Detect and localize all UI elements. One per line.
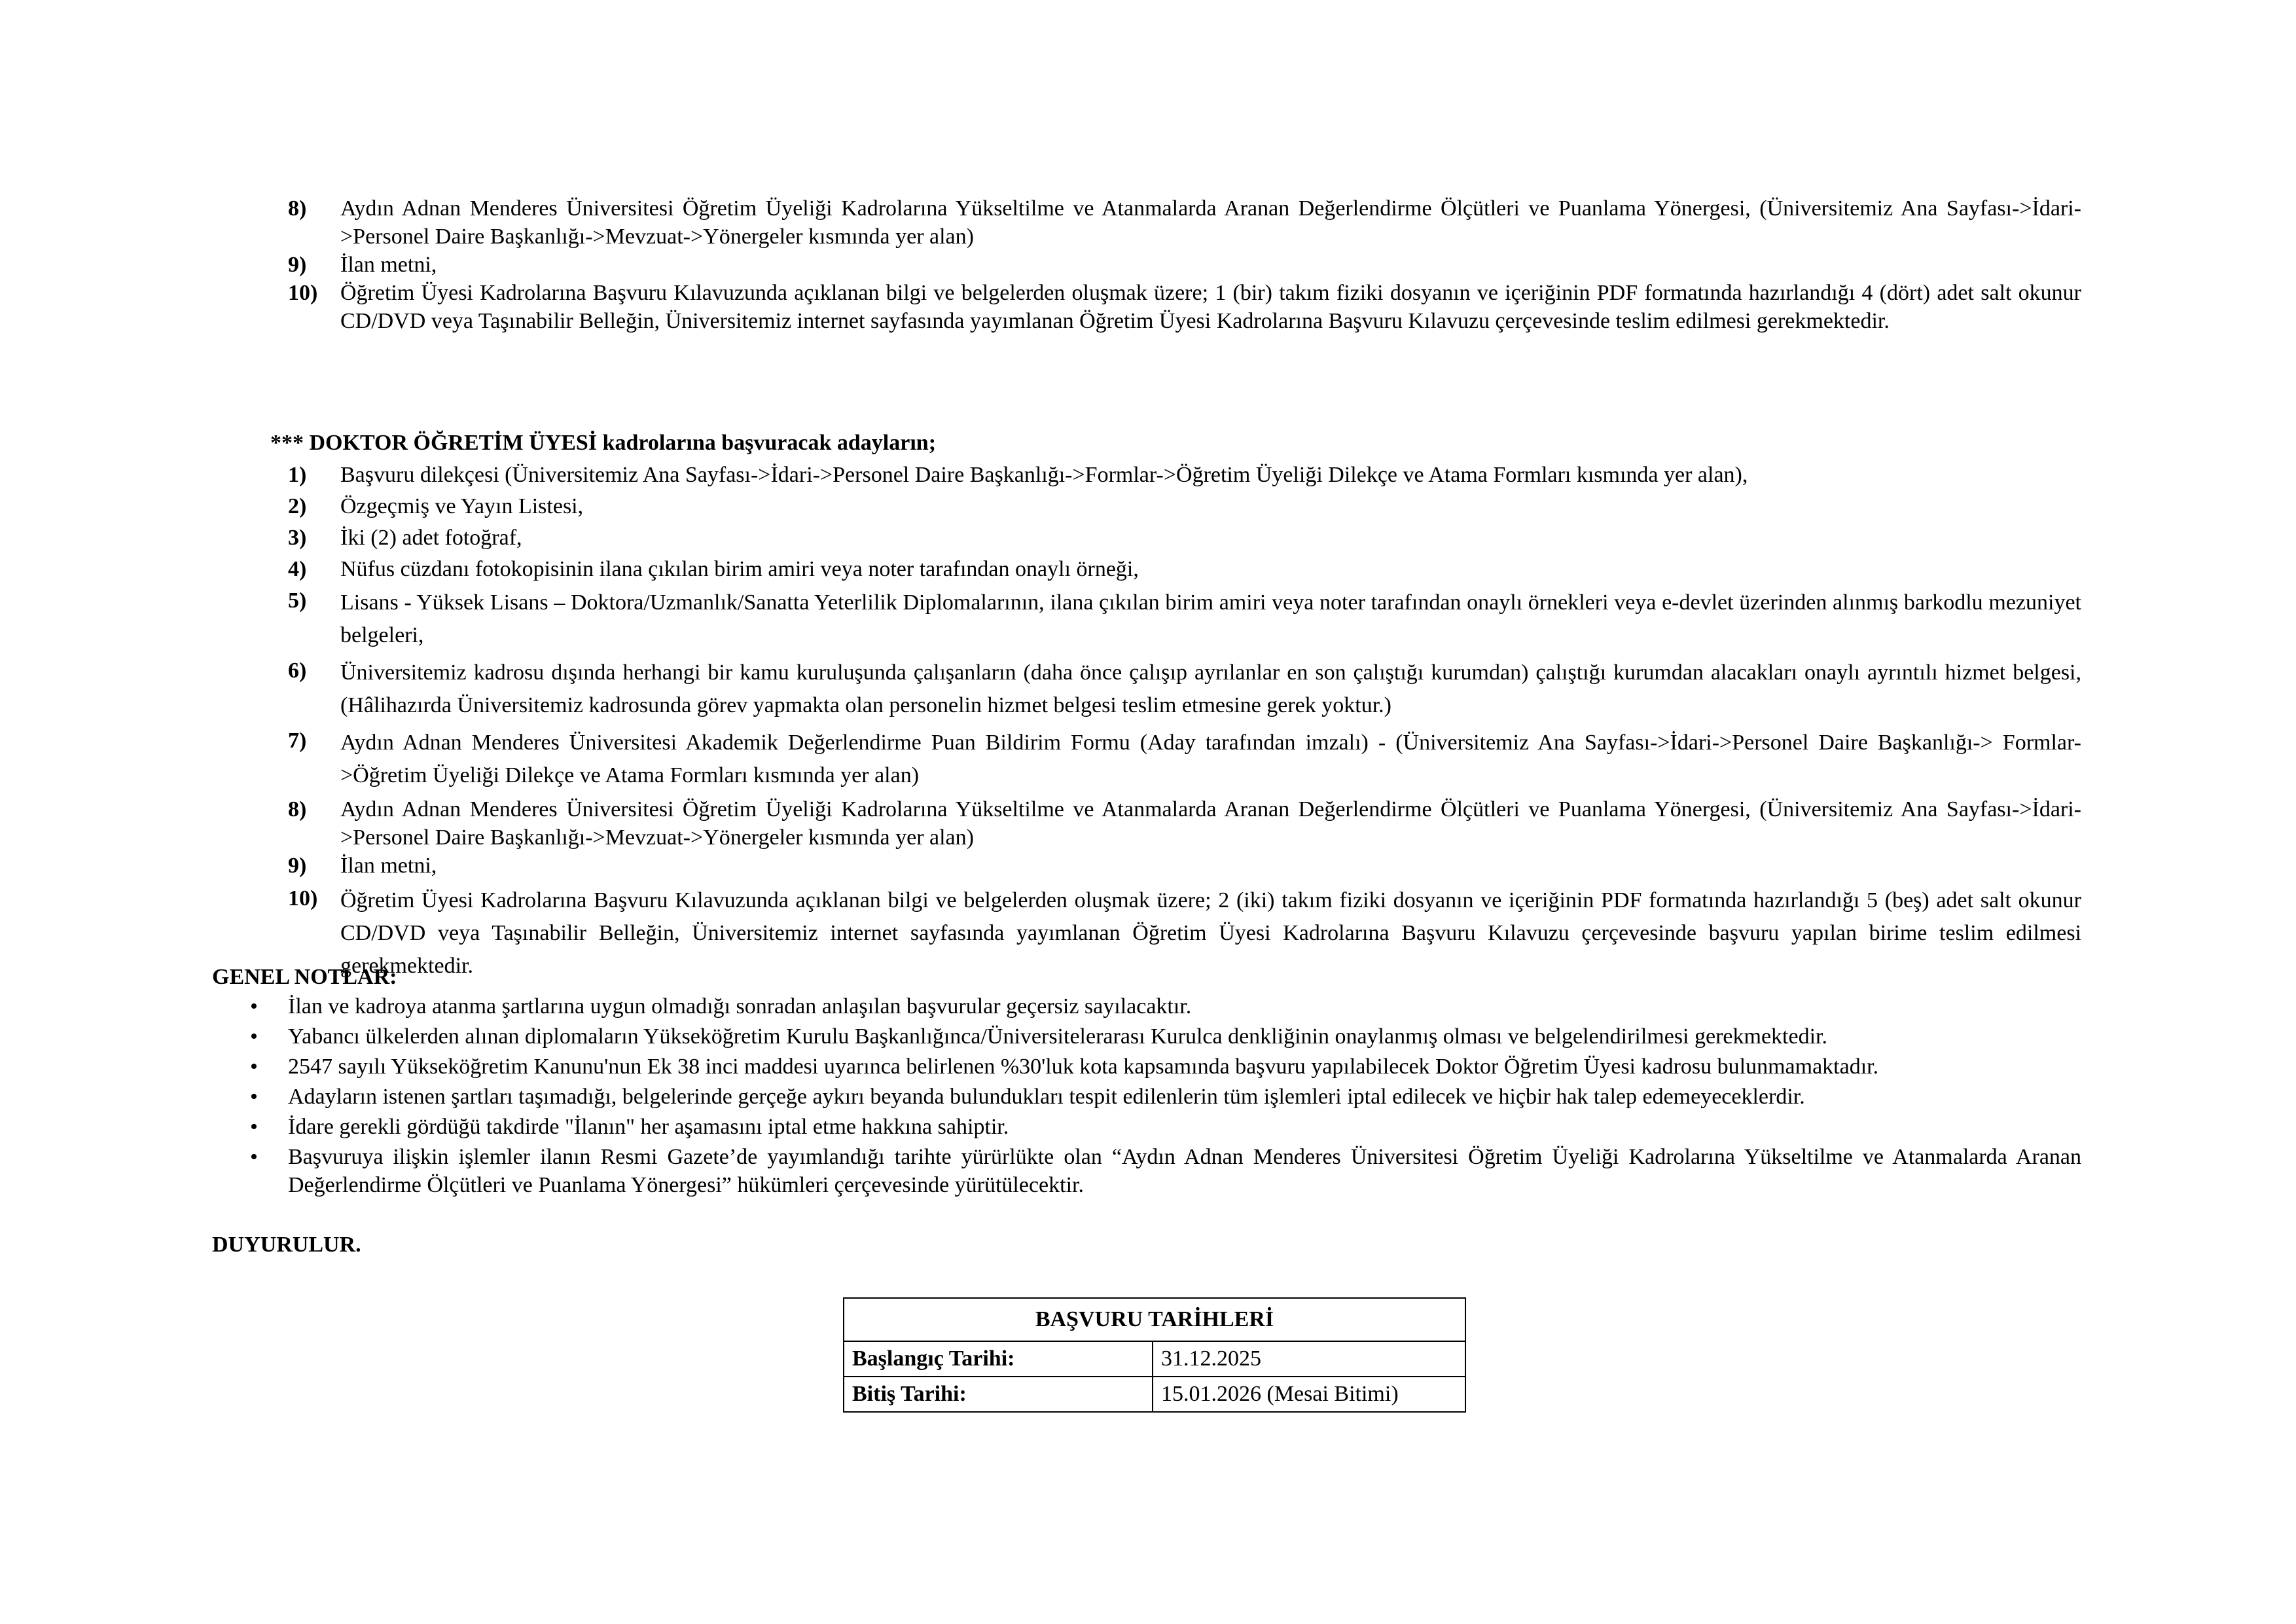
item-number: 9) [288,253,307,277]
list-item [288,852,2081,880]
end-date-label: Bitiş Tarihi: [844,1377,1153,1412]
item-number: 4) [288,557,307,581]
list-item [288,461,2081,489]
doktor-heading: *** DOKTOR ÖĞRETİM ÜYESİ kadrolarına başvuracak adayların; [270,431,937,455]
item-text: Nüfus cüzdanı fotokopisinin ilana çıkılan birim amiri veya noter tarafından onaylı örneği, [340,557,1139,581]
item-text: İki (2) adet fotoğraf, [340,526,522,550]
item-text: İlan metni, [340,854,437,878]
list-item [288,586,2081,652]
list-item [288,279,2081,335]
bullet-icon: • [250,1115,258,1139]
genel-notlar-list [246,992,2081,1199]
list-item [246,992,2081,1020]
list-item [246,1113,2081,1141]
bullet-icon: • [250,994,258,1019]
list-item [288,884,2081,983]
item-text: Öğretim Üyesi Kadrolarına Başvuru Kılavuzunda açıklanan bilgi ve belgelerden oluşmak üzere; 2 (iki) takım fiziki dosyanın ve içeriğinin PDF formatında hazırlandığı 5 (beş) adet salt okunur CD/DVD veya Taşınabilir Belleğin, Üniversitemiz internet sayfasında yayımlanan Öğretim Üyesi Kadrolarına Başvuru Kılavuzu çerçevesinde başvuru yapılan birime teslim edilmesi gerekmektedir. [340,888,2081,978]
item-text: Üniversitemiz kadrosu dışında herhangi bir kamu kuruluşunda çalışanların (daha önce çalışıp ayrılanlar en son çalıştığı kurumdan) çalıştığı kurumdan alacakları onaylı ayrıntılı hizmet belgesi, (Hâlihazırda Üniversitemiz kadrosunda görev yapmakta olan personelin hizmet belgesi teslim etmesine gerek yoktur.) [340,660,2081,717]
item-text: İlan metni, [340,253,437,277]
list-item [288,492,2081,520]
bullet-icon: • [250,1145,258,1169]
list-item [288,251,2081,279]
note-text: Adayların istenen şartları taşımadığı, belgelerinde gerçeğe aykırı beyanda bulundukları tespit edilenlerin tüm işlemleri iptal edilecek ve hiçbir hak talep edemeyeceklerdir. [288,1085,1805,1109]
item-number: 9) [288,854,307,878]
item-number: 5) [288,588,307,613]
table-row [844,1341,1465,1377]
list-item [288,657,2081,722]
item-text: Lisans - Yüksek Lisans – Doktora/Uzmanlık/Sanatta Yeterlilik Diplomalarının, ilana çıkılan birim amiri veya noter tarafından onaylı örnekleri veya e-devlet üzerinden alınmış barkodlu mezuniyet belgeleri, [340,590,2081,647]
list-item [246,1143,2081,1199]
doktor-requirements-list [288,461,2081,983]
end-date-value: 15.01.2026 (Mesai Bitimi) [1153,1377,1465,1412]
list-item [246,1053,2081,1081]
item-text: Aydın Adnan Menderes Üniversitesi Akademik Değerlendirme Puan Bildirim Formu (Aday tarafından imzalı) - (Üniversitemiz Ana Sayfası->İdari->Personel Daire Başkanlığı-> Formlar->Öğretim Üyeliği Dilekçe ve Atama Formları kısmında yer alan) [340,731,2081,787]
item-text: Aydın Adnan Menderes Üniversitesi Öğretim Üyeliği Kadrolarına Yükseltilme ve Atanmalarda Aranan Değerlendirme Ölçütleri ve Puanlama Yönergesi, (Üniversitemiz Ana Sayfası->İdari->Personel Daire Başkanlığı->Mevzuat->Yönergeler kısmında yer alan) [340,196,2081,249]
bullet-icon: • [250,1055,258,1079]
item-text: Başvuru dilekçesi (Üniversitemiz Ana Sayfası->İdari->Personel Daire Başkanlığı->Formlar->Öğretim Üyeliği Dilekçe ve Atama Formları kısmında yer alan), [340,463,1748,487]
table-row [844,1377,1465,1412]
note-text: İdare gerekli gördüğü takdirde "İlanın" her aşamasını iptal etme hakkına sahiptir. [288,1115,1009,1139]
item-number: 10) [288,886,318,911]
item-text: Aydın Adnan Menderes Üniversitesi Öğretim Üyeliği Kadrolarına Yükseltilme ve Atanmalarda Aranan Değerlendirme Ölçütleri ve Puanlama Yönergesi, (Üniversitemiz Ana Sayfası->İdari->Personel Daire Başkanlığı->Mevzuat->Yönergeler kısmında yer alan) [340,797,2081,850]
list-item [288,555,2081,583]
item-number: 1) [288,463,307,487]
item-text: Öğretim Üyesi Kadrolarına Başvuru Kılavuzunda açıklanan bilgi ve belgelerden oluşmak üzere; 1 (bir) takım fiziki dosyanın ve içeriğinin PDF formatında hazırlandığı 4 (dört) adet salt okunur CD/DVD veya Taşınabilir Belleğin, Üniversitemiz internet sayfasında yayımlanan Öğretim Üyesi Kadrolarına Başvuru Kılavuzu çerçevesinde teslim edilmesi gerekmektedir. [340,281,2081,333]
list-item [288,524,2081,552]
list-item [246,1022,2081,1051]
table-title: BAŞVURU TARİHLERİ [844,1298,1465,1341]
genel-notlar-heading: GENEL NOTLAR: [212,965,397,989]
list-item [288,795,2081,852]
item-number: 8) [288,797,307,821]
item-text: Özgeçmiş ve Yayın Listesi, [340,494,584,518]
table-header-row [844,1298,1465,1341]
note-text: Yabancı ülkelerden alınan diplomaların Yükseköğretim Kurulu Başkanlığınca/Üniversitelerarası Kurulca denkliğinin onaylanmış olması ve belgelendirilmesi gerekmektedir. [288,1024,1827,1049]
item-number: 7) [288,729,307,753]
start-date-value: 31.12.2025 [1153,1341,1465,1377]
bullet-icon: • [250,1085,258,1109]
duyurulur-text: DUYURULUR. [212,1233,361,1257]
start-date-label: Başlangıç Tarihi: [844,1341,1153,1377]
item-number: 6) [288,659,307,683]
list-item [288,727,2081,792]
note-text: 2547 sayılı Yükseköğretim Kanunu'nun Ek 38 inci maddesi uyarınca belirlenen %30'luk kota kapsamında başvuru yapılabilecek Doktor Öğretim Üyesi kadrosu bulunmamaktadır. [288,1055,1879,1079]
bullet-icon: • [250,1024,258,1049]
note-text: İlan ve kadroya atanma şartlarına uygun olmadığı sonradan anlaşılan başvurular geçersiz sayılacaktır. [288,994,1192,1019]
list-item [288,194,2081,251]
item-number: 10) [288,281,318,305]
application-dates-table [843,1297,1466,1413]
item-number: 8) [288,196,307,221]
note-text: Başvuruya ilişkin işlemler ilanın Resmi Gazete’de yayımlandığı tarihte yürürlükte olan “Aydın Adnan Menderes Üniversitesi Öğretim Üyeliği Kadrolarına Yükseltilme ve Atanmalarda Aranan Değerlendirme Ölçütleri ve Puanlama Yönergesi” hükümleri çerçevesinde yürütülecektir. [288,1145,2081,1197]
item-number: 2) [288,494,307,518]
item-number: 3) [288,526,307,550]
top-requirements-list [288,194,2081,335]
list-item [246,1083,2081,1111]
